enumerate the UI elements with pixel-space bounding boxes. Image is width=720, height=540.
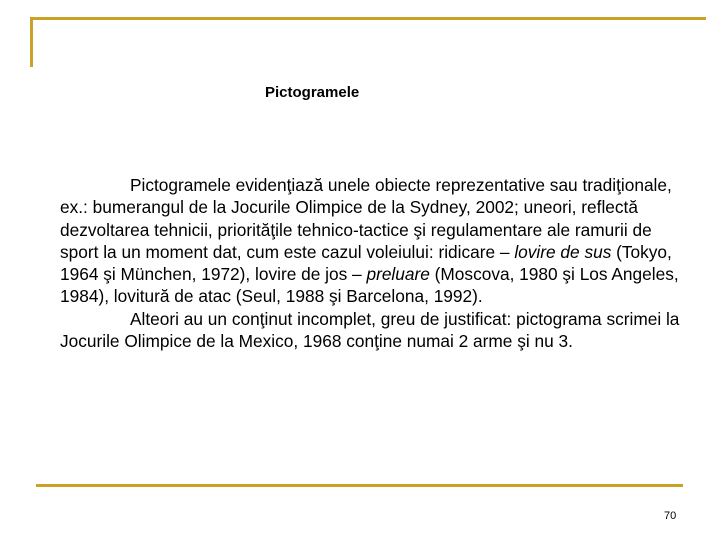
paragraph-1-part-2: (Tokyo, 1964 şi München, 1972), lovire de jos – <box>60 241 672 285</box>
left-border-rule <box>30 17 33 67</box>
paragraph-1-part-3: (Moscova, 1980 şi Los Angeles, 1984), lovitură de atac (Seul, 1988 şi Barcelona, 1992). <box>60 264 679 307</box>
page-number: 70 <box>664 510 677 522</box>
paragraph-1-part-1: Pictogramele evidenţiază unele obiecte reprezentative sau tradiţionale, ex.: bumerangul de la Jocurile Olimpice de la Sydney, 2002; uneori, reflectă dezvoltarea tehnicii, priorităţile tehnico-tactice şi regulamentare ale ramurii de sport la un moment dat, cum este cazul voleiului: ridicare – <box>60 175 672 262</box>
body-text <box>60 174 685 352</box>
paragraph-2: Alteori au un conţinut incomplet, greu de justificat: pictograma scrimei la Jocurile Olimpice de la Mexico, 1968 conţine numai 2 arme şi nu 3. <box>60 308 680 352</box>
paragraph-1 <box>60 174 685 308</box>
slide-title: Pictogramele <box>265 84 360 101</box>
paragraph-1-italic-2: preluare <box>366 264 430 285</box>
paragraph-1-italic-1: lovire de sus <box>514 241 612 262</box>
bottom-border-rule <box>36 484 683 487</box>
top-border-rule <box>30 17 706 20</box>
